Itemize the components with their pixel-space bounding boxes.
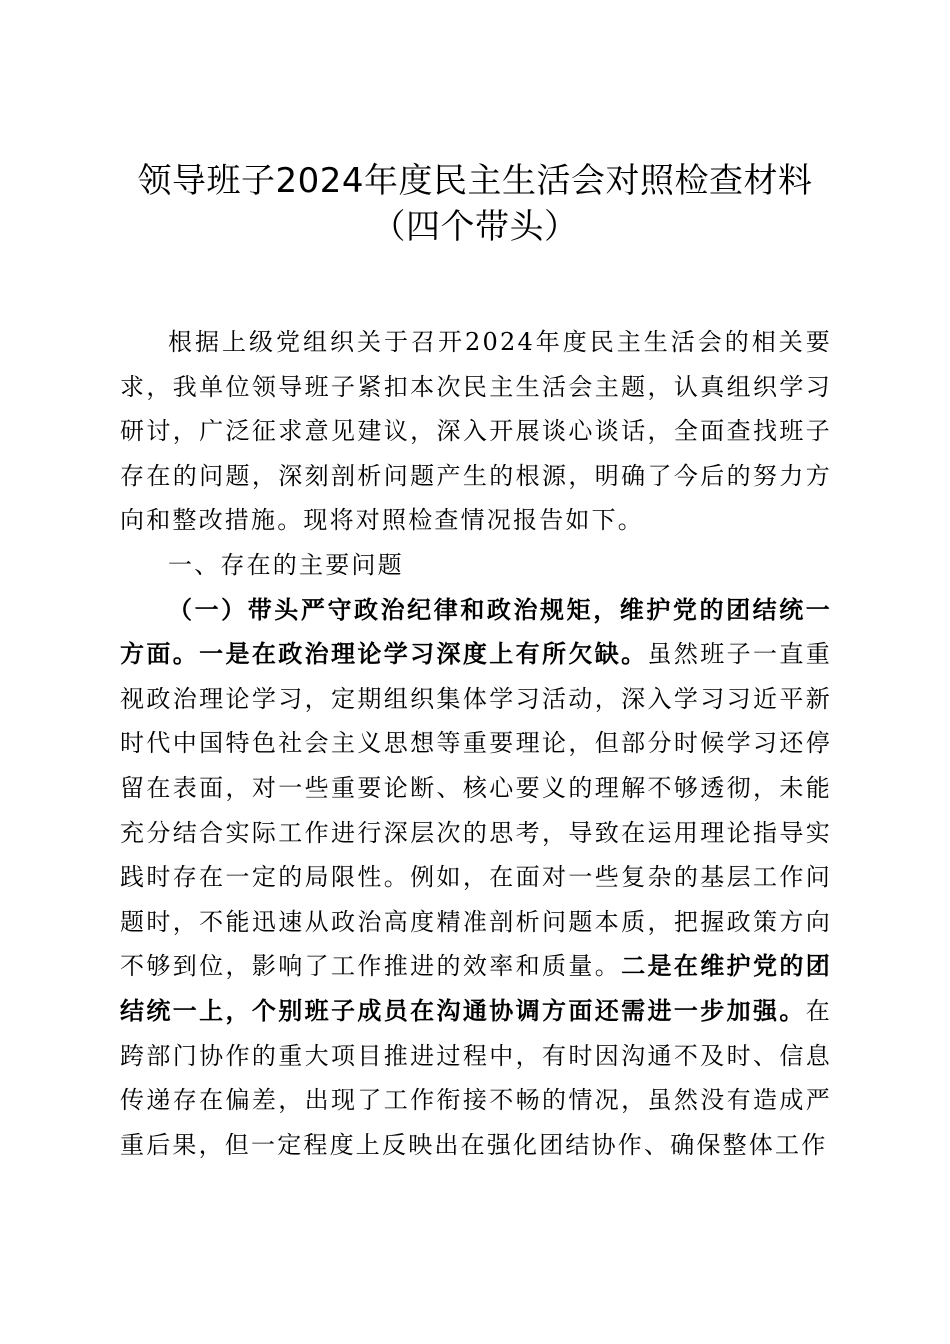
title-line-2: （四个带头） <box>371 207 579 247</box>
point-1-title: 一是在政治理论学习深度上有所欠缺。 <box>199 639 648 669</box>
document-title <box>0 158 950 250</box>
section-heading: 一、存在的主要问题 <box>168 550 404 579</box>
subsection-heading: （一）带头严守政治纪律和政治规矩，维护党的团结统一方面。 <box>120 594 832 669</box>
issue-paragraph <box>120 588 832 1168</box>
document-body <box>120 320 832 1167</box>
intro-paragraph: 根据上级党组织关于召开2024年度民主生活会的相关要求，我单位领导班子紧扣本次民主生活会主题，认真组织学习研讨，广泛征求意见建议，深入开展谈心谈话，全面查找班子存在的问题，深刻剖析问题产生的根源，明确了今后的努力方向和整改措施。现将对照检查情况报告如下。 <box>120 328 832 535</box>
title-line-1: 领导班子2024年度民主生活会对照检查材料 <box>137 161 813 201</box>
point-1-text: 虽然班子一直重视政治理论学习，定期组织集体学习活动，深入学习习近平新时代中国特色社会主义思想等重要理论，但部分时候学习还停留在表面，对一些重要论断、核心要义的理解不够透彻，未能充分结合实际工作进行深层次的思考，导致在运用理论指导实践时存在一定的局限性。例如，在面对一些复杂的基层工作问题时，不能迅速从政治高度精准剖析问题本质，把握政策方向不够到位，影响了工作推进的效率和质量。 <box>120 640 833 981</box>
point-2-title: 二是在维护党的团结统一上，个别班子成员在沟通协调方面还需进一步加强。 <box>120 951 832 1025</box>
point-2-text: 在跨部门协作的重大项目推进过程中，有时因沟通不及时、信息传递存在偏差，出现了工作衔接不畅的情况，虽然没有造成严重后果，但一定程度上反映出在强化团结协作、确保整体工作 <box>120 996 832 1159</box>
